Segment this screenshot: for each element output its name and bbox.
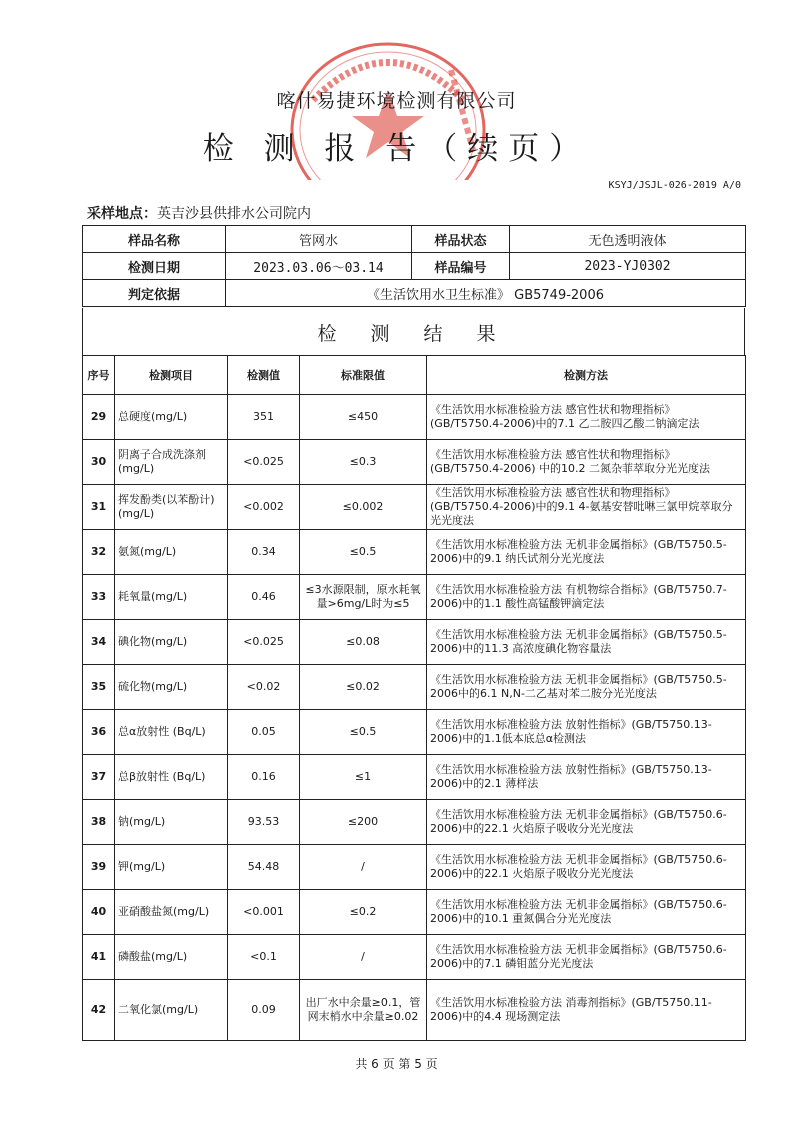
result-no: 29 bbox=[83, 395, 115, 440]
result-no: 34 bbox=[83, 620, 115, 665]
info-row bbox=[83, 253, 746, 280]
result-limit: ≤200 bbox=[300, 800, 427, 845]
sampling-site-label: 采样地点： bbox=[87, 206, 157, 222]
result-value: 54.48 bbox=[228, 845, 300, 890]
table-row bbox=[83, 485, 746, 530]
table-row bbox=[83, 980, 746, 1041]
test-date-label: 检测日期 bbox=[83, 253, 226, 280]
result-method: 《生活饮用水标准检验方法 无机非金属指标》(GB/T5750.5-2006)中的9.1 纳氏试剂分光光度法 bbox=[427, 530, 746, 575]
result-limit: ≤0.08 bbox=[300, 620, 427, 665]
result-item: 磷酸盐(mg/L) bbox=[115, 935, 228, 980]
info-row bbox=[83, 226, 746, 253]
result-method: 《生活饮用水标准检验方法 无机非金属指标》(GB/T5750.5-2006中的6.1 N,N-二乙基对苯二胺分光光度法 bbox=[427, 665, 746, 710]
result-item: 阴离子合成洗涤剂(mg/L) bbox=[115, 440, 228, 485]
sample-name-value: 管网水 bbox=[226, 226, 412, 253]
table-row bbox=[83, 620, 746, 665]
result-method: 《生活饮用水标准检验方法 感官性状和物理指标》(GB/T5750.4-2006) 中的10.2 二氮杂菲萃取分光光度法 bbox=[427, 440, 746, 485]
sample-info-table bbox=[82, 225, 746, 307]
result-item: 二氧化氯(mg/L) bbox=[115, 980, 228, 1041]
result-value: 0.34 bbox=[228, 530, 300, 575]
sample-name-label: 样品名称 bbox=[83, 226, 226, 253]
result-item: 钠(mg/L) bbox=[115, 800, 228, 845]
result-item: 总α放射性 (Bq/L) bbox=[115, 710, 228, 755]
result-no: 39 bbox=[83, 845, 115, 890]
result-value: 351 bbox=[228, 395, 300, 440]
result-no: 40 bbox=[83, 890, 115, 935]
result-value: <0.02 bbox=[228, 665, 300, 710]
result-limit: / bbox=[300, 845, 427, 890]
result-item: 氨氮(mg/L) bbox=[115, 530, 228, 575]
result-item: 亚硝酸盐氮(mg/L) bbox=[115, 890, 228, 935]
result-value: <0.001 bbox=[228, 890, 300, 935]
result-limit: ≤450 bbox=[300, 395, 427, 440]
table-row bbox=[83, 575, 746, 620]
col-header-method: 检测方法 bbox=[427, 356, 746, 395]
result-no: 32 bbox=[83, 530, 115, 575]
sample-state-value: 无色透明液体 bbox=[510, 226, 746, 253]
result-method: 《生活饮用水标准检验方法 无机非金属指标》(GB/T5750.5-2006)中的11.3 高浓度碘化物容量法 bbox=[427, 620, 746, 665]
page-footer: 共 6 页 第 5 页 bbox=[355, 1057, 438, 1071]
result-limit: ≤1 bbox=[300, 755, 427, 800]
result-method: 《生活饮用水标准检验方法 无机非金属指标》(GB/T5750.6-2006)中的22.1 火焰原子吸收分光光度法 bbox=[427, 800, 746, 845]
result-value: <0.025 bbox=[228, 620, 300, 665]
result-limit: 出厂水中余量≥0.1，管网末梢水中余量≥0.02 bbox=[300, 980, 427, 1041]
result-item: 钾(mg/L) bbox=[115, 845, 228, 890]
result-no: 41 bbox=[83, 935, 115, 980]
result-limit: ≤0.02 bbox=[300, 665, 427, 710]
result-limit: ≤0.2 bbox=[300, 890, 427, 935]
result-no: 33 bbox=[83, 575, 115, 620]
results-header-row bbox=[83, 356, 746, 395]
result-method: 《生活饮用水标准检验方法 有机物综合指标》(GB/T5750.7-2006)中的1.1 酸性高锰酸钾滴定法 bbox=[427, 575, 746, 620]
result-value: <0.025 bbox=[228, 440, 300, 485]
sample-no-label: 样品编号 bbox=[412, 253, 510, 280]
result-method: 《生活饮用水标准检验方法 感官性状和物理指标》(GB/T5750.4-2006)中的7.1 乙二胺四乙酸二钠滴定法 bbox=[427, 395, 746, 440]
sampling-site bbox=[87, 203, 311, 223]
report-title: 检 测 报 告（续页） bbox=[202, 131, 591, 167]
result-item: 挥发酚类(以苯酚计)(mg/L) bbox=[115, 485, 228, 530]
result-method: 《生活饮用水标准检验方法 放射性指标》(GB/T5750.13-2006)中的2.1 薄样法 bbox=[427, 755, 746, 800]
col-header-value: 检测值 bbox=[228, 356, 300, 395]
table-row bbox=[83, 710, 746, 755]
basis-value: 《生活饮用水卫生标准》 GB5749-2006 bbox=[226, 280, 746, 307]
company-name: 喀什易捷环境检测有限公司 bbox=[276, 90, 517, 112]
result-value: 0.05 bbox=[228, 710, 300, 755]
col-header-item: 检测项目 bbox=[115, 356, 228, 395]
result-value: 93.53 bbox=[228, 800, 300, 845]
result-method: 《生活饮用水标准检验方法 感官性状和物理指标》(GB/T5750.4-2006)中的9.1 4-氨基安替吡啉三氯甲烷萃取分光光度法 bbox=[427, 485, 746, 530]
result-limit: / bbox=[300, 935, 427, 980]
results-title: 检 测 结 果 bbox=[317, 323, 510, 345]
table-row bbox=[83, 890, 746, 935]
test-date-value: 2023.03.06～03.14 bbox=[226, 253, 412, 280]
result-no: 36 bbox=[83, 710, 115, 755]
result-value: 0.16 bbox=[228, 755, 300, 800]
info-row bbox=[83, 280, 746, 307]
result-method: 《生活饮用水标准检验方法 放射性指标》(GB/T5750.13-2006)中的1.1低本底总α检测法 bbox=[427, 710, 746, 755]
result-no: 31 bbox=[83, 485, 115, 530]
result-no: 30 bbox=[83, 440, 115, 485]
result-method: 《生活饮用水标准检验方法 消毒剂指标》(GB/T5750.11-2006)中的4.4 现场测定法 bbox=[427, 980, 746, 1041]
result-no: 38 bbox=[83, 800, 115, 845]
table-row bbox=[83, 935, 746, 980]
result-method: 《生活饮用水标准检验方法 无机非金属指标》(GB/T5750.6-2006)中的10.1 重氮偶合分光光度法 bbox=[427, 890, 746, 935]
result-no: 42 bbox=[83, 980, 115, 1041]
result-method: 《生活饮用水标准检验方法 无机非金属指标》(GB/T5750.6-2006)中的7.1 磷钼蓝分光光度法 bbox=[427, 935, 746, 980]
document-number: KSYJ/JSJL-026-2019 A/0 bbox=[608, 180, 741, 191]
table-row bbox=[83, 530, 746, 575]
result-limit: ≤0.5 bbox=[300, 530, 427, 575]
result-item: 总硬度(mg/L) bbox=[115, 395, 228, 440]
basis-label: 判定依据 bbox=[83, 280, 226, 307]
result-limit: ≤3水源限制，原水耗氧量>6mg/L时为≤5 bbox=[300, 575, 427, 620]
sample-no-value: 2023-YJ0302 bbox=[510, 253, 746, 280]
result-item: 耗氧量(mg/L) bbox=[115, 575, 228, 620]
result-limit: ≤0.5 bbox=[300, 710, 427, 755]
table-row bbox=[83, 440, 746, 485]
col-header-limit: 标准限值 bbox=[300, 356, 427, 395]
results-body bbox=[83, 395, 746, 1041]
result-value: <0.002 bbox=[228, 485, 300, 530]
sample-state-label: 样品状态 bbox=[412, 226, 510, 253]
result-value: 0.46 bbox=[228, 575, 300, 620]
result-method: 《生活饮用水标准检验方法 无机非金属指标》(GB/T5750.6-2006)中的22.1 火焰原子吸收分光光度法 bbox=[427, 845, 746, 890]
result-value: <0.1 bbox=[228, 935, 300, 980]
result-limit: ≤0.3 bbox=[300, 440, 427, 485]
results-table bbox=[82, 355, 746, 1041]
result-no: 37 bbox=[83, 755, 115, 800]
result-item: 碘化物(mg/L) bbox=[115, 620, 228, 665]
table-row bbox=[83, 800, 746, 845]
result-item: 总β放射性 (Bq/L) bbox=[115, 755, 228, 800]
table-row bbox=[83, 845, 746, 890]
table-row bbox=[83, 755, 746, 800]
result-value: 0.09 bbox=[228, 980, 300, 1041]
result-item: 硫化物(mg/L) bbox=[115, 665, 228, 710]
result-no: 35 bbox=[83, 665, 115, 710]
col-header-no: 序号 bbox=[83, 356, 115, 395]
table-row bbox=[83, 665, 746, 710]
sampling-site-value: 英吉沙县供排水公司院内 bbox=[157, 206, 311, 222]
table-row bbox=[83, 395, 746, 440]
result-limit: ≤0.002 bbox=[300, 485, 427, 530]
